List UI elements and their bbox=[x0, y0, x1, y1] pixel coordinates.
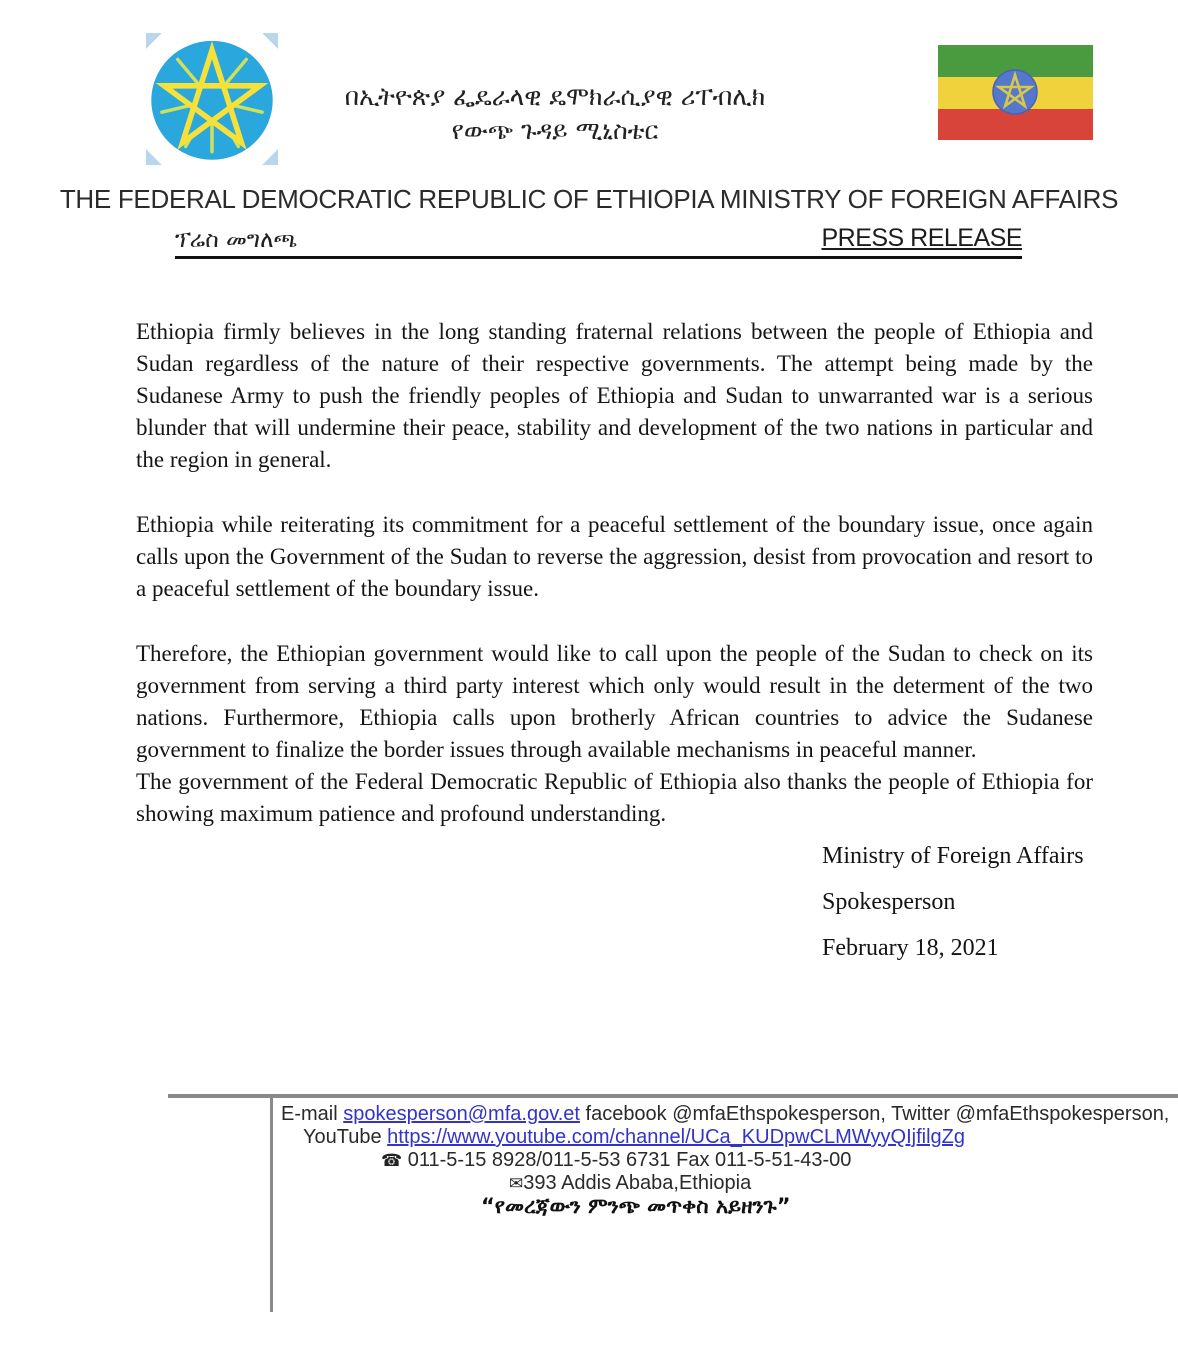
email-label: E-mail bbox=[281, 1103, 344, 1125]
envelope-icon: ✉ bbox=[509, 1174, 524, 1193]
footer-youtube-line bbox=[281, 1126, 1151, 1149]
footer-motto-amharic: “የመረጃውን ምንጭ መጥቀስ አይዘንጉ” bbox=[481, 1194, 791, 1218]
footer-email-line bbox=[281, 1103, 1170, 1126]
paragraph-2: Ethiopia while reiterating its commitment for a peaceful settlement of the boundary issue, once again calls upon the Government of the Sudan to reverse the aggression, desist from provocation and resort to a peaceful settlement of the boundary issue. bbox=[136, 512, 1093, 601]
paragraph-4: The government of the Federal Democratic Republic of Ethiopia also thanks the people of Ethiopia for showing maximum patience and profound understanding. bbox=[136, 769, 1093, 826]
ministry-name-amharic bbox=[310, 80, 800, 148]
address-text: 393 Addis Ababa,Ethiopia bbox=[523, 1172, 752, 1194]
youtube-label: YouTube bbox=[303, 1126, 388, 1148]
document-title: THE FEDERAL DEMOCRATIC REPUBLIC OF ETHIOPIA MINISTRY OF FOREIGN AFFAIRS bbox=[59, 184, 1119, 214]
footer-horizontal-rule bbox=[168, 1094, 1178, 1098]
social-handles: facebook @mfaEthspokesperson, Twitter @mfaEthspokesperson, bbox=[579, 1103, 1170, 1125]
footer-phone-line bbox=[281, 1149, 1151, 1172]
email-link[interactable]: spokesperson@mfa.gov.et bbox=[343, 1103, 580, 1125]
signature-role: Spokesperson bbox=[822, 889, 956, 915]
federal-emblem-icon bbox=[143, 33, 281, 165]
footer-address-line bbox=[281, 1172, 1151, 1195]
press-release-header-rule bbox=[175, 224, 1022, 259]
paragraph-1: Ethiopia firmly believes in the long standing fraternal relations between the people of Ethiopia and Sudan regardless of the nature of their respective governments. The attempt being made by the Sudanese Army to push the friendly peoples of Ethiopia and Sudan to unwarranted war is a serious blunder that will undermine their peace, stability and development of the two nations in particular and the region in general. bbox=[136, 319, 1093, 472]
youtube-link[interactable]: https://www.youtube.com/channel/UCa_KUDpwCLMWyyQIjfilgZg bbox=[387, 1126, 965, 1148]
phone-numbers: 011-5-15 8928/011-5-53 6731 Fax 011-5-51-43-00 bbox=[402, 1149, 852, 1171]
ethiopia-flag bbox=[938, 45, 1093, 140]
footer-vertical-rule bbox=[270, 1094, 273, 1312]
press-release-body bbox=[136, 316, 1093, 830]
ministry-amharic-line2: የውጭ ጉዳይ ሚኒስቴር bbox=[451, 116, 659, 145]
signature-date: February 18, 2021 bbox=[822, 935, 999, 961]
ethiopia-flag-icon bbox=[938, 45, 1093, 140]
press-release-label-amharic: ፕሬስ መግለጫ bbox=[175, 227, 298, 253]
press-release-label-english: PRESS RELEASE bbox=[821, 224, 1022, 252]
ethiopia-emblem-logo bbox=[143, 33, 281, 165]
phone-icon: ☎ bbox=[381, 1151, 403, 1170]
footer-contact-block bbox=[281, 1103, 1170, 1218]
signature-block bbox=[822, 843, 1084, 981]
paragraph-3: Therefore, the Ethiopian government would like to call upon the people of the Sudan to check on its government from serving a third party interest which only would result in the determent of the two nations. Furthermore, Ethiopia calls upon brotherly African countries to advice the Sudanese government to finalize the border issues through available mechanisms in peaceful manner. bbox=[136, 641, 1093, 762]
signature-organization: Ministry of Foreign Affairs bbox=[822, 843, 1084, 869]
ministry-amharic-line1: በኢትዮጵያ ፌዴራላዊ ዴሞክራሲያዊ ሪፐብሊክ bbox=[344, 82, 766, 111]
